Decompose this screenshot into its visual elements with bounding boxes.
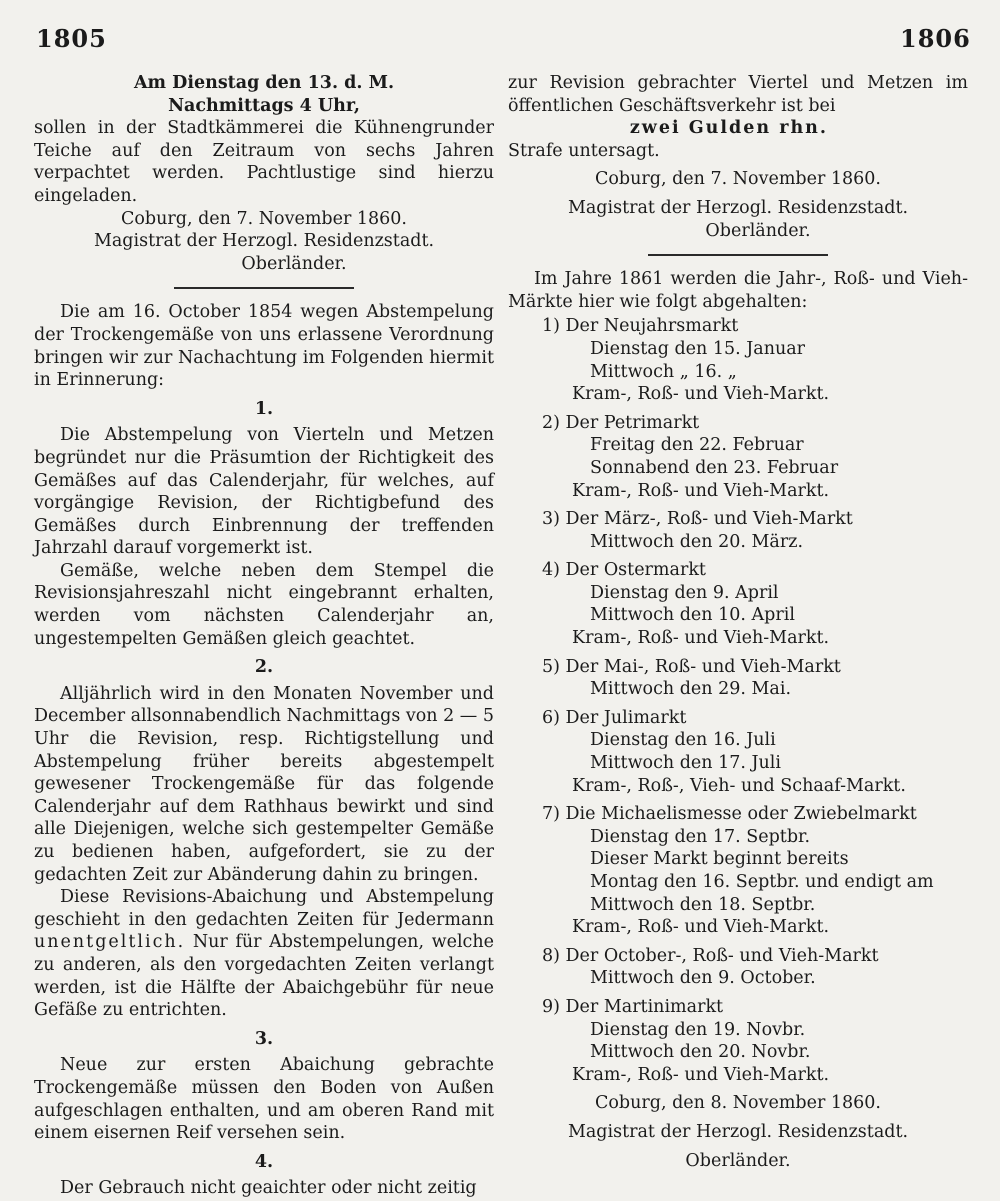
market-title: 9) Der Martinimarkt: [542, 996, 724, 1017]
section-4-para-1: Der Gebrauch nicht geaichter oder nicht zeitig: [60, 1178, 477, 1199]
markets-intro: Im Jahre 1861 werden die Jahr-, Roß- und Vieh-Märkte hier wie folgt abgehalten:: [508, 269, 968, 312]
section-divider: [174, 287, 354, 289]
market-kind: Kram-, Roß- und Vieh-Markt.: [572, 917, 830, 938]
market-entry: [508, 803, 968, 939]
market-kind: Kram-, Roß- und Vieh-Markt.: [572, 628, 830, 649]
market-kind: Kram-, Roß- und Vieh-Markt.: [572, 1064, 830, 1085]
authority-2: Magistrat der Herzogl. Residenzstadt.: [567, 1121, 909, 1142]
section-2-para-2-start: Diese Revisions-Abaichung und Abstempelung geschieht in den gedachten Zeiten für Jedermann: [34, 887, 494, 930]
notice1-signature: Oberländer.: [241, 253, 347, 274]
market-date-line: Dienstag den 15. Januar: [590, 338, 806, 359]
section-2-para-2: [34, 886, 494, 1022]
market-date-line: Freitag den 22. Februar: [590, 435, 804, 456]
market-title: 7) Die Michaelismesse oder Zwiebelmarkt: [542, 804, 917, 825]
notice1-place-date: Coburg, den 7. November 1860.: [120, 208, 407, 229]
signature-2: Oberländer.: [685, 1150, 791, 1171]
market-date-line: Dieser Markt beginnt bereits: [590, 849, 849, 870]
market-kind: Kram-, Roß- und Vieh-Markt.: [572, 384, 830, 405]
section-3-para-1: Neue zur ersten Abaichung gebrachte Trockengemäße müssen den Boden von Außen aufgeschlagen enthalten, und am oberen Rand mit einem eisernen Reif versehen sein.: [34, 1055, 494, 1144]
market-title: 2) Der Petrimarkt: [542, 412, 700, 433]
market-date-line: Montag den 16. Septbr. und endigt am: [590, 872, 934, 892]
ordinance-intro: Die am 16. October 1854 wegen Abstempelung der Trockengemäße von uns erlassene Verordnung bringen wir zur Nachachtung im Folgenden hiermit in Erinnerung:: [34, 302, 494, 391]
notice1-heading-date: Am Dienstag den 13. d. M.: [133, 73, 395, 93]
market-date-line: Mittwoch den 29. Mai.: [590, 679, 792, 700]
market-date-line: Mittwoch „ 16. „: [590, 361, 737, 382]
free-of-charge-text: unentgeltlich.: [34, 932, 186, 953]
market-title: 5) Der Mai-, Roß- und Vieh-Markt: [542, 656, 841, 677]
market-date-line: Mittwoch den 18. Septbr.: [590, 894, 816, 915]
authority-1: Magistrat der Herzogl. Residenzstadt.: [567, 197, 909, 218]
signature-1: Oberländer.: [705, 220, 811, 241]
market-date-line: Dienstag den 19. Novbr.: [590, 1019, 806, 1040]
market-entry: [508, 707, 968, 797]
market-title: 3) Der März-, Roß- und Vieh-Markt: [542, 509, 853, 530]
market-entry: [508, 996, 968, 1086]
market-date-line: Dienstag den 16. Juli: [590, 730, 776, 751]
section-2-para-2-end: Nur für Abstempelungen, welche zu anderen, als den vorgedachten Zeiten verlangt werden, ist die Hälfte der Abaichgebühr für neue Gefäße zu entrichten.: [34, 932, 494, 1021]
section-1-para-2: Gemäße, welche neben dem Stempel die Revisionsjahreszahl nicht eingebrannt erhalten, werden vom nächsten Calenderjahr an, ungestempelten Gemäßen gleich geachtet.: [34, 560, 494, 649]
section-2-para-1: Alljährlich wird in den Monaten November und December allsonnabendlich Nachmittags von 2 — 5 Uhr die Revision, resp. Richtigstellung und Abstempelung früher bereits abgestempelt gewesener Trockengemäße für das folgende Calenderjahr auf dem Rathhaus bewirkt und sind alle Diejenigen, welche sich gestempelter Gemäße zu bedienen haben, aufgefordert, sie zu der gedachten Zeit zur Abänderung dahin zu bringen.: [34, 683, 495, 885]
market-date-line: Mittwoch den 10. April: [590, 605, 795, 626]
market-entry: [508, 559, 968, 649]
market-title: 1) Der Neujahrsmarkt: [542, 316, 739, 337]
market-kind: Kram-, Roß- und Vieh-Markt.: [572, 480, 830, 501]
notice1-body: sollen in der Stadtkämmerei die Kühnengrunder Teiche auf den Zeitraum von sechs Jahren verpachtet werden. Pachtlustige sind hierzu eingeladen.: [34, 118, 494, 206]
penalty-text: Strafe untersagt.: [508, 140, 660, 161]
market-date-line: Mittwoch den 9. October.: [590, 968, 816, 989]
section-4-number: 4.: [254, 1151, 274, 1172]
market-title: 4) Der Ostermarkt: [542, 560, 706, 581]
continued-body: zur Revision gebrachter Viertel und Metzen im öffentlichen Geschäftsverkehr ist bei: [508, 73, 968, 116]
place-date-2: Coburg, den 8. November 1860.: [594, 1093, 881, 1114]
page-number-left: 1805: [36, 24, 107, 53]
markets-list: [508, 315, 968, 1086]
market-entry: [508, 412, 968, 502]
market-entry: [508, 945, 968, 990]
place-date-1: Coburg, den 7. November 1860.: [594, 169, 881, 190]
market-date-line: Mittwoch den 20. Novbr.: [590, 1042, 811, 1063]
market-title: 6) Der Julimarkt: [542, 707, 687, 728]
market-date-line: Dienstag den 17. Septbr.: [590, 826, 811, 847]
section-divider: [648, 254, 828, 256]
market-title: 8) Der October-, Roß- und Vieh-Markt: [542, 945, 879, 966]
fine-amount: zwei Gulden rhn.: [629, 118, 828, 139]
market-kind: Kram-, Roß-, Vieh- und Schaaf-Markt.: [572, 775, 906, 796]
market-entry: [508, 508, 968, 553]
section-2-number: 2.: [254, 657, 274, 678]
section-1-number: 1.: [254, 398, 274, 419]
market-date-line: Sonnabend den 23. Februar: [590, 457, 839, 478]
notice1-authority: Magistrat der Herzogl. Residenzstadt.: [93, 231, 435, 252]
section-3-number: 3.: [254, 1028, 274, 1049]
page-number-right: 1806: [900, 24, 971, 53]
market-date-line: Mittwoch den 20. März.: [590, 531, 804, 552]
section-1-para-1: Die Abstempelung von Vierteln und Metzen begründet nur die Präsumtion der Richtigkeit des Gemäßes auf das Calenderjahr, für welches, auf vorgängige Revision, der Richtigbefund des Gemäßes durch Einbrennung der treffenden Jahrzahl darauf vorgemerkt ist.: [34, 425, 494, 559]
market-date-line: Dienstag den 9. April: [590, 582, 779, 603]
market-entry: [508, 656, 968, 701]
right-column: [508, 72, 968, 1172]
market-date-line: Mittwoch den 17. Juli: [590, 753, 781, 774]
notice1-heading-time: Nachmittags 4 Uhr,: [168, 95, 360, 116]
market-entry: [508, 315, 968, 405]
left-column: [34, 72, 494, 1200]
